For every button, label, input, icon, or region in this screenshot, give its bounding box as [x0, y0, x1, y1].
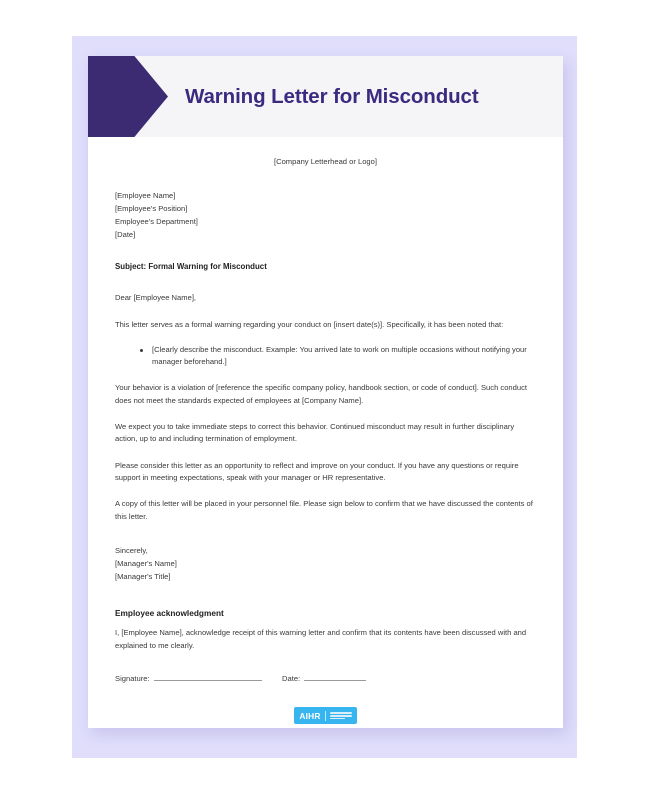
date-label: Date: — [282, 674, 301, 684]
signoff-manager-title: [Manager's Title] — [115, 571, 171, 581]
subject-line: Subject: Formal Warning for Misconduct — [115, 262, 267, 272]
misconduct-bullet-list — [115, 344, 536, 369]
salutation: Dear [Employee Name], — [115, 293, 197, 303]
acknowledgment-heading: Employee acknowledgment — [115, 607, 224, 618]
recipient-line-employee-department: Employee's Department] — [115, 217, 198, 227]
signoff-closing: Sincerely, — [115, 545, 148, 555]
paragraph-intro: This letter serves as a formal warning regarding your conduct on [insert date(s)]. Specifically, it has been noted that: — [115, 319, 504, 329]
recipient-block — [115, 189, 536, 241]
recipient-line-employee-position: [Employee's Position] — [115, 204, 188, 214]
header-arrow-shape — [88, 56, 168, 137]
signature-label: Signature: — [115, 674, 150, 684]
signoff-manager-name: [Manager's Name] — [115, 558, 177, 568]
signoff-block — [115, 544, 536, 583]
date-input-rule[interactable] — [304, 680, 366, 681]
paragraph-policy-violation: Your behavior is a violation of [reference the specific company policy, handbook section, or code of conduct]. Such conduct does not meet the standards expected of employees at [Company Name]. — [115, 383, 527, 405]
aihr-logo — [294, 707, 356, 724]
aihr-logo-wordmark: AIHR — [299, 710, 321, 721]
recipient-line-employee-name: [Employee Name] — [115, 191, 176, 201]
list-item: [Clearly describe the misconduct. Example: You arrived late to work on multiple occasions without notifying your manager beforehand.] — [152, 344, 536, 369]
recipient-line-date: [Date] — [115, 230, 136, 240]
paragraph-expectations: We expect you to take immediate steps to correct this behavior. Continued misconduct may result in further disciplinary action, up to and including termination of employment. — [115, 422, 515, 444]
letter-body — [88, 156, 563, 724]
footer — [115, 707, 536, 724]
paragraph-support: Please consider this letter as an opportunity to reflect and improve on your conduct. If you have any questions or require support in meeting expectations, speak with your manager or HR representative. — [115, 460, 519, 482]
letter-page — [88, 56, 563, 728]
letter-header — [88, 56, 563, 137]
logo-divider — [325, 711, 326, 721]
signature-date-line — [115, 673, 536, 685]
page-title: Warning Letter for Misconduct — [185, 84, 479, 108]
company-letterhead-placeholder: [Company Letterhead or Logo] — [273, 157, 377, 166]
aihr-logo-tagline-icon — [330, 712, 352, 719]
signature-input-rule[interactable] — [154, 680, 262, 681]
paragraph-personnel-file: A copy of this letter will be placed in your personnel file. Please sign below to confirm that we have discussed the contents of this letter. — [115, 499, 533, 521]
acknowledgment-text: I, [Employee Name], acknowledge receipt of this warning letter and confirm that its contents have been discussed with and explained to me clearly. — [115, 628, 527, 650]
